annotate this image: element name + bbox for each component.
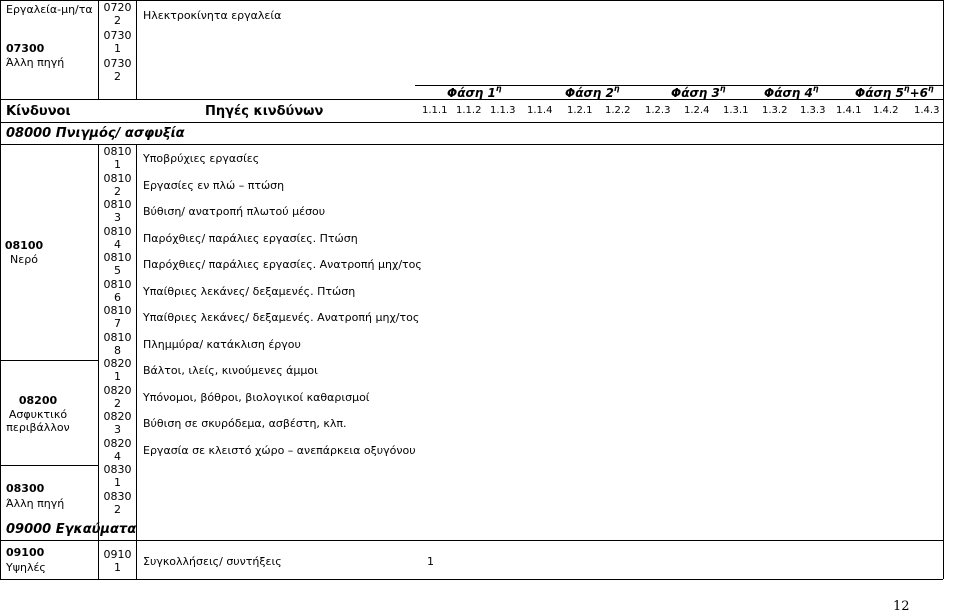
group-08100-name: Νερό <box>10 253 38 266</box>
subphase-header: 1.2.3 <box>645 105 671 116</box>
sources-header: Πηγές κινδύνων <box>205 104 324 119</box>
row-code: 0820 3 <box>103 410 132 436</box>
top-left-title: Εργαλεία-μη/τα <box>6 3 93 16</box>
row-code: 0810 6 <box>103 277 132 304</box>
phase-4: Φάση $4^\eta$ <box>764 84 819 100</box>
phase-2: Φάση $2^\eta$ <box>565 84 620 100</box>
rule <box>0 540 943 541</box>
subphase-header: 1.2.1 <box>567 105 593 116</box>
subphase-header: 1.3.2 <box>762 105 788 116</box>
row-description: Πλημμύρα/ κατάκλιση έργου <box>143 337 301 351</box>
subphase-header: 1.1.3 <box>490 105 516 116</box>
hazards-header: Κίνδυνοι <box>6 104 71 119</box>
rule <box>136 540 137 579</box>
row-code: 0810 8 <box>103 330 132 357</box>
group-08200-name-1: Ασφυκτικό <box>8 408 68 421</box>
row-description: Εργασίες εν πλώ – πτώση <box>143 178 285 192</box>
rule <box>0 360 98 361</box>
rule <box>0 465 98 466</box>
row-09101-desc: Συγκολλήσεις/ συντήξεις <box>143 555 282 568</box>
top-left-code: 07300 <box>6 42 45 55</box>
row-09101-value: 1 <box>427 555 434 568</box>
row-code: 0810 1 <box>103 145 132 171</box>
row-code: 0820 2 <box>103 383 132 410</box>
row-description: Παρόχθιες/ παράλιες εργασίες. Πτώση <box>143 231 358 245</box>
row-code: 0830 2 <box>103 489 132 516</box>
rule <box>0 122 943 123</box>
subphase-header: 1.1.2 <box>456 105 482 116</box>
subphase-header: 1.3.3 <box>800 105 826 116</box>
phase-1: Φάση $1^\eta$ <box>447 84 502 100</box>
phase-5-6: Φάση $5^\eta+6^\eta$ <box>855 84 934 100</box>
row-code: 0810 4 <box>103 224 132 251</box>
row-code: 0810 3 <box>103 198 132 224</box>
top-desc: Ηλεκτροκίνητα εργαλεία <box>143 9 282 22</box>
group-08300-code: 08300 <box>6 482 45 495</box>
subphase-header: 1.2.2 <box>605 105 631 116</box>
row-description: Υπαίθριες λεκάνες/ δεξαμενές. Πτώση <box>143 284 356 298</box>
row-code: 0820 4 <box>103 436 132 463</box>
rule <box>0 0 1 579</box>
top-code-2: 0730 1 <box>103 29 132 55</box>
rule <box>136 144 137 540</box>
subphase-header: 1.2.4 <box>684 105 710 116</box>
row-description: Υποβρύχιες εργασίες <box>143 152 260 165</box>
rule <box>136 0 137 99</box>
group-09100-code: 09100 <box>6 546 45 559</box>
row-description: Εργασία σε κλειστό χώρο – ανεπάρκεια οξυγόνου <box>143 443 416 457</box>
group-09100-name: Υψηλές <box>6 561 46 574</box>
rule <box>0 144 943 145</box>
top-code-1: 0720 2 <box>103 1 132 27</box>
subphase-header: 1.1.1 <box>422 105 448 116</box>
row-description: Βύθιση σε σκυρόδεμα, ασβέστη, κλπ. <box>143 417 347 430</box>
row-description: Παρόχθιες/ παράλιες εργασίες. Ανατροπή μηχ/τος <box>143 258 422 271</box>
row-code: 0810 7 <box>103 304 132 330</box>
group-08100-code: 08100 <box>4 239 44 252</box>
row-description: Υπόνομοι, βόθροι, βιολογικοί καθαρισμοί <box>143 390 370 404</box>
page-number: 12 <box>893 599 910 614</box>
section-09000-title: 09000 Εγκαύματα <box>6 522 137 537</box>
rule <box>0 579 943 580</box>
row-description: Βύθιση/ ανατροπή πλωτού μέσου <box>143 205 326 218</box>
subphase-header: 1.4.1 <box>836 105 862 116</box>
row-code: 0810 5 <box>103 251 132 277</box>
row-code: 0810 2 <box>103 171 132 198</box>
top-code-3: 0730 2 <box>103 57 132 83</box>
group-08300-name: Άλλη πηγή <box>6 497 65 510</box>
row-description: Βάλτοι, ιλείς, κινούμενες άμμοι <box>143 364 318 377</box>
rule <box>943 0 944 579</box>
top-left-sub: Άλλη πηγή <box>6 56 65 69</box>
rule <box>0 0 943 1</box>
subphase-header: 1.1.4 <box>527 105 553 116</box>
subphase-header: 1.3.1 <box>723 105 749 116</box>
subphase-header: 1.4.3 <box>914 105 940 116</box>
group-08200-name-2: περιβάλλον <box>6 421 70 434</box>
row-code: 0820 1 <box>103 357 132 383</box>
row-description: Υπαίθριες λεκάνες/ δεξαμενές. Ανατροπή μηχ/τος <box>143 311 420 324</box>
group-08200-code: 08200 <box>18 394 58 407</box>
row-code: 0830 1 <box>103 463 132 489</box>
phase-3: Φάση $3^\eta$ <box>671 84 726 100</box>
section-08000-title: 08000 Πνιγμός/ ασφυξία <box>6 126 185 141</box>
subphase-header: 1.4.2 <box>873 105 899 116</box>
row-09101-code: 0910 1 <box>103 548 132 574</box>
